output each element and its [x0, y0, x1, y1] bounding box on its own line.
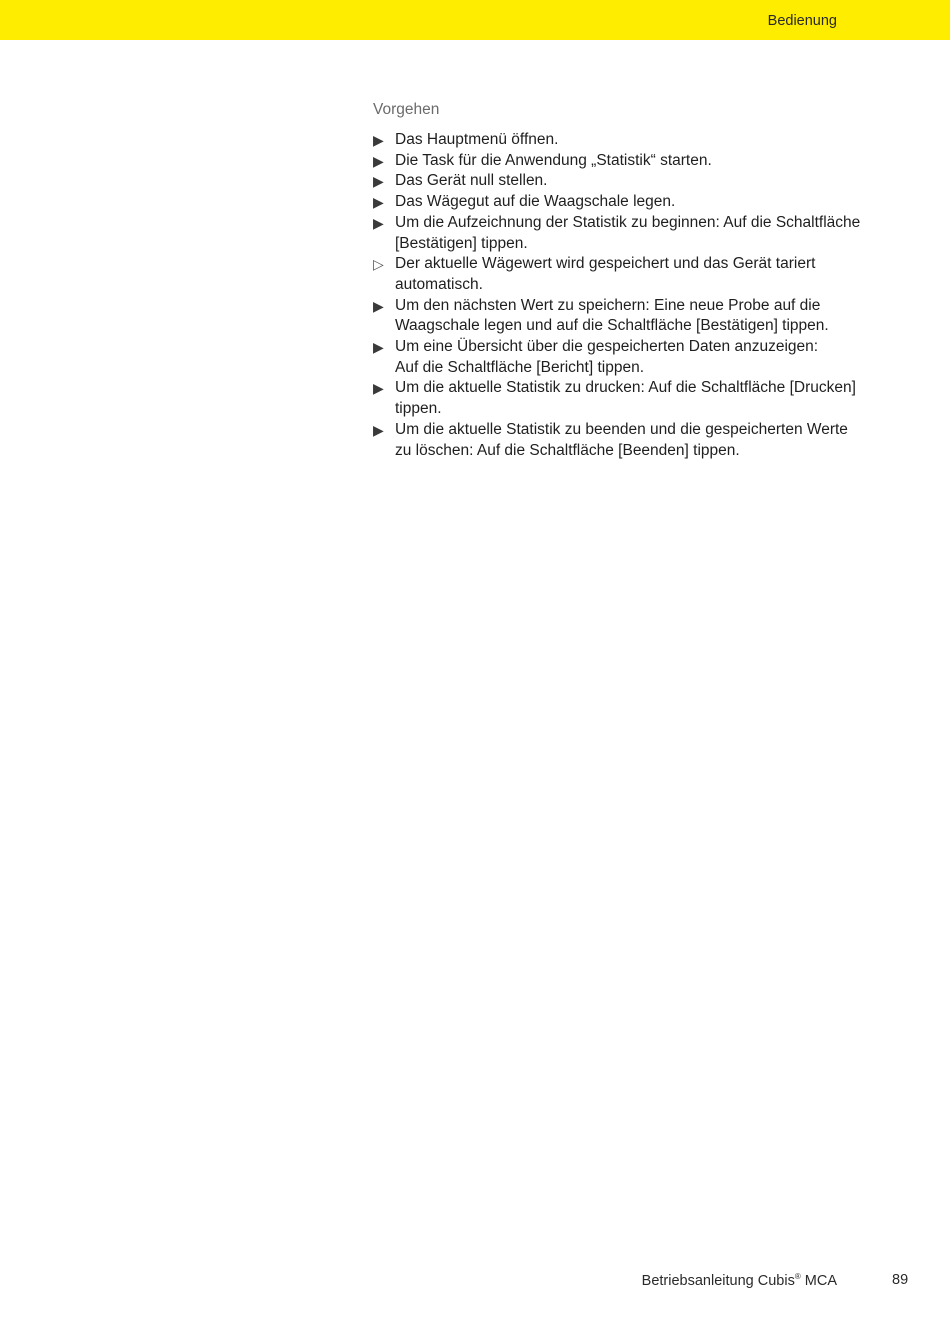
action-arrow-icon: ▶ [373, 214, 384, 231]
step-text: Um die aktuelle Statistik zu beenden und die gespeicherten Werte zu löschen: Auf die Schaltfläche [Beenden] tippen. [395, 420, 848, 459]
step-item [373, 420, 893, 461]
header-band [0, 0, 950, 40]
action-arrow-icon: ▶ [373, 297, 384, 314]
footer-document-title [642, 1272, 837, 1289]
procedure-heading: Vorgehen [373, 101, 440, 118]
step-text: Das Hauptmenü öffnen. [395, 131, 559, 148]
action-arrow-icon: ▶ [373, 194, 384, 211]
action-arrow-icon: ▶ [373, 152, 384, 169]
step-text: Das Wägegut auf die Waagschale legen. [395, 193, 676, 211]
result-arrow-icon: ▷ [373, 256, 384, 273]
action-arrow-icon: ▶ [373, 132, 384, 148]
step-item [373, 296, 893, 337]
step-item [373, 151, 893, 172]
action-arrow-icon: ▶ [373, 421, 384, 438]
action-arrow-icon: ▶ [373, 380, 384, 397]
page-number: 89 [892, 1272, 909, 1288]
step-text: Um den nächsten Wert zu speichern: Eine neue Probe auf die Waagschale legen und auf die Schaltfläche [Bestätigen] tippen. [395, 296, 829, 335]
document-name: Betriebsanleitung Cubis [641, 1273, 795, 1289]
step-text: Um eine Übersicht über die gespeicherten Daten anzuzeigen: Auf die Schaltfläche [Bericht] tippen. [395, 338, 819, 376]
step-item [373, 337, 893, 378]
step-item [373, 378, 893, 419]
section-title: Bedienung [767, 13, 837, 29]
step-item [373, 130, 893, 151]
step-item [373, 171, 893, 192]
model-name: MCA [804, 1273, 837, 1289]
action-arrow-icon: ▶ [373, 339, 384, 356]
registered-mark: ® [794, 1272, 801, 1281]
step-text: Um die Aufzeichnung der Statistik zu beginnen: Auf die Schaltfläche [Bestätigen] tippen. [395, 213, 861, 252]
step-text: Das Gerät null stellen. [395, 172, 548, 190]
step-item [373, 192, 893, 213]
step-text: Um die aktuelle Statistik zu drucken: Auf die Schaltfläche [Drucken] tippen. [395, 379, 856, 418]
step-result [373, 254, 893, 295]
result-text: Der aktuelle Wägewert wird gespeichert und das Gerät tariert automatisch. [395, 255, 816, 293]
step-item [373, 213, 893, 254]
action-arrow-icon: ▶ [373, 173, 384, 190]
procedure-section [373, 101, 893, 461]
step-text: Die Task für die Anwendung „Statistik“ starten. [395, 151, 712, 169]
procedure-steps [373, 130, 893, 461]
